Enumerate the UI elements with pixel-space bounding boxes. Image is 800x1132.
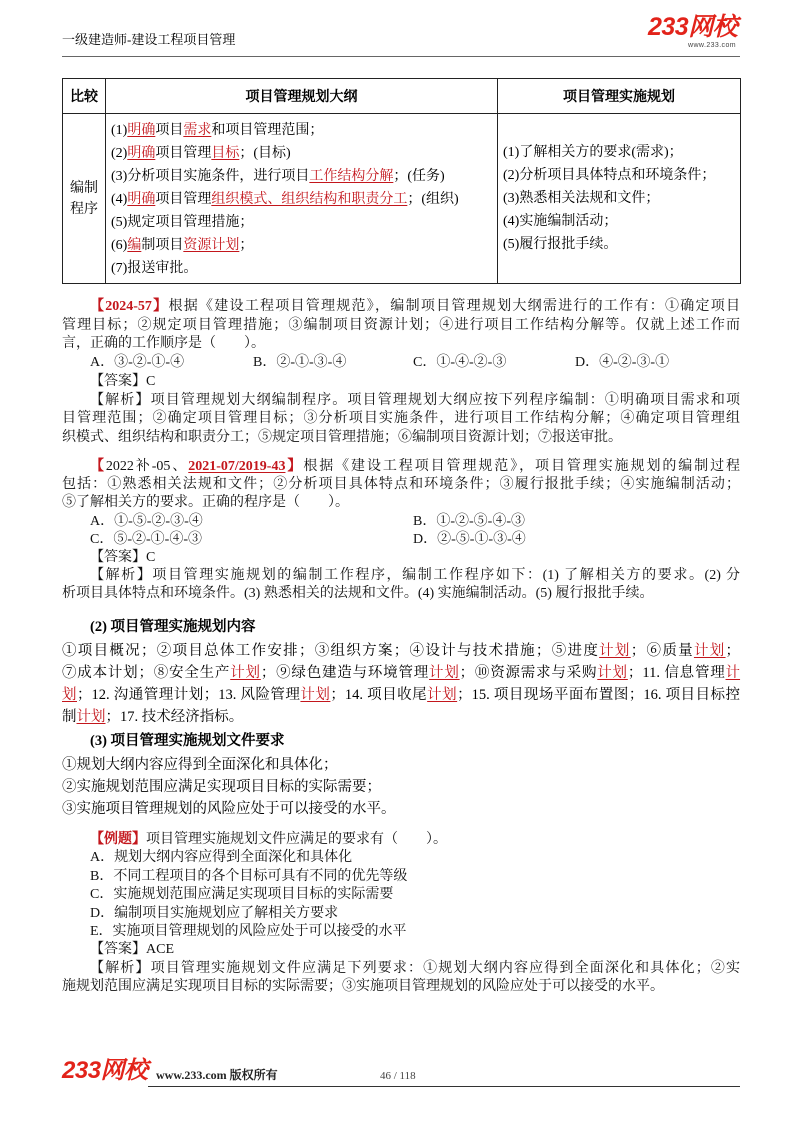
text-run: ；12. 沟通管理计划；13. 风险管理 [77, 687, 301, 703]
outline-step: (5)规定项目管理措施； [111, 215, 254, 230]
outline-step [111, 188, 497, 211]
text-run: ； [239, 238, 254, 253]
answer-analysis [62, 392, 740, 448]
outline-steps-cell [106, 114, 498, 284]
highlighted-term: 明确 [127, 192, 156, 207]
text-run: ；(任务) [393, 169, 445, 184]
requirement-item: ①规划大纲内容应得到全面深化和具体化； [62, 757, 338, 773]
answer-options [62, 354, 740, 373]
highlighted-term: 计划 [429, 665, 460, 681]
highlighted-term: 计划 [427, 687, 458, 703]
comparison-table [62, 78, 741, 284]
question-stem-line [62, 458, 740, 476]
implementation-step: (2)分析项目具体特点和环境条件； [503, 168, 716, 183]
highlighted-term: 计划 [597, 665, 628, 681]
answer-option: A．规划大纲内容应得到全面深化和具体化 [90, 850, 353, 866]
row-label-line: 编制 [70, 180, 98, 196]
footer-logo: 233网校 [62, 1057, 148, 1084]
analysis-line: 析项目具体特点和环境条件。(3) 熟悉相关的法规和文件。(4) 实施编制活动。(5) 履行报批手续。 [62, 586, 654, 602]
text-run: ⑦成本计划；⑧安全生产 [62, 665, 231, 681]
analysis-line: 施规划范围应满足实现项目目标的实际需要；③实施项目管理规划的风险应处于可以接受的水平。 [62, 979, 664, 995]
highlighted-term: 明确 [127, 123, 156, 138]
requirement-item: ②实施规划范围应满足实现项目目标的实际需要； [62, 779, 381, 795]
footer-divider [148, 1086, 740, 1087]
highlighted-term: 编 [127, 238, 142, 253]
highlighted-term: 计划 [300, 687, 331, 703]
text-run: (3)分析项目实施条件，进行项目 [111, 169, 310, 184]
section-heading-contents: (2) 项目管理实施规划内容 [90, 619, 256, 635]
text-run: ①项目概况；②项目总体工作安排；③组织方案；④设计与技术措施；⑤进度 [62, 643, 600, 659]
outline-step: (7)报送审批。 [111, 261, 198, 276]
answer-option: C．实施规划范围应满足实现项目目标的实际需要 [90, 887, 394, 903]
section-heading-requirements: (3) 项目管理实施规划文件要求 [90, 733, 285, 749]
outline-steps [111, 119, 497, 280]
analysis-line: 目管理范围；②确定项目管理目标；③分析项目实施条件，进行项目工作结构分解；④确定项目管理组 [62, 411, 740, 427]
text-run: 项目管理 [155, 192, 212, 207]
answer-option: C．⑤-②-①-④-③ [90, 531, 202, 547]
answer-options [62, 849, 740, 941]
highlighted-term: 【 [90, 459, 106, 474]
text-run: ；17. 技术经济指标。 [105, 709, 244, 725]
text-run: ；11. 信息管理 [627, 665, 726, 681]
answer-option: C．①-④-②-③ [413, 355, 507, 371]
outline-step [111, 234, 497, 257]
answer-options [62, 513, 740, 549]
highlighted-term: 】 [285, 459, 304, 474]
text-run: ；⑨绿色建造与环境管理 [260, 665, 430, 681]
implementation-step: (5)履行报批手续。 [503, 237, 618, 252]
highlighted-term: 【例题】 [90, 832, 146, 847]
answer-option: D．④-②-③-① [575, 355, 670, 371]
answer-option: B．①-②-⑤-④-③ [413, 513, 525, 529]
page-indicator: 46 / 118 [380, 1070, 416, 1082]
text-run: 制 [62, 709, 77, 725]
text-run: ； [725, 643, 741, 659]
implementation-step: (4)实施编制活动； [503, 214, 618, 229]
answer-option: A．③-②-①-④ [90, 355, 185, 371]
text-run: ；(组织) [407, 192, 459, 207]
highlighted-term: 需求 [183, 123, 212, 138]
text-run: 项目管理 [155, 146, 212, 161]
requirements-list [62, 754, 740, 820]
text-run: 制项目 [141, 238, 184, 253]
analysis-line: 【解析】项目管理规划大纲编制程序。项目管理规划大纲应按下列程序编制：①明确项目需求和项 [90, 392, 740, 408]
logo-site-url: www.233.com [688, 42, 736, 49]
highlighted-term: 计划 [693, 643, 726, 659]
text-run: 根据《建设工程项目管理规范》，项目管理实施规划的编制过程 [303, 459, 741, 474]
answer-analysis [62, 567, 740, 603]
contents-line [62, 706, 740, 728]
header-divider [62, 56, 740, 57]
answer-option: D．②-⑤-①-③-④ [413, 531, 526, 547]
highlighted-term: 2021-07/2019-43 [188, 459, 286, 474]
contents-list [62, 640, 740, 728]
question-stem [62, 831, 740, 849]
highlighted-term: 资源计划 [183, 238, 240, 253]
analysis-line: 织模式、组织结构和职责分工；⑤规定项目管理措施；⑥编制项目资源计划；⑦报送审批。 [62, 429, 622, 445]
requirement-item: ③实施项目管理规划的风险应处于可以接受的水平。 [62, 801, 396, 817]
highlighted-term: 计 [725, 665, 741, 681]
text-run: 项目 [155, 123, 184, 138]
question-stem [62, 458, 740, 513]
highlighted-term: 组织模式、组织结构和职责分工 [211, 192, 408, 207]
question-stem-line: 包括：①熟悉相关法规和文件；②分析项目具体特点和环境条件；③履行报批手续；④实施编制活动； [62, 477, 740, 493]
answer-option: B．②-①-③-④ [253, 355, 347, 371]
question-stem-line [62, 298, 740, 317]
implementation-steps [503, 141, 740, 256]
logo-wordmark: 233网校 [648, 13, 738, 41]
text-run: (1) [111, 123, 128, 138]
outline-step [111, 119, 497, 142]
site-logo [648, 13, 748, 50]
highlighted-term: 【2024-57】 [90, 299, 169, 314]
row-label-cell [63, 114, 106, 284]
text-run: 根据《建设工程项目管理规范》，编制项目管理规划大纲需进行的工作有：①确定项目 [168, 299, 740, 314]
answer-key: 【答案】C [90, 550, 156, 566]
text-run: 项目管理实施规划文件应满足的要求有（ ）。 [146, 832, 447, 847]
implementation-step: (3)熟悉相关法规和文件； [503, 191, 660, 206]
answer-key: 【答案】ACE [90, 942, 174, 958]
footer-copyright: www.233.com 版权所有 [156, 1068, 278, 1082]
text-run: ；(目标) [239, 146, 291, 161]
question-stem-line: 言，正确的工作顺序是（ ）。 [62, 336, 265, 352]
row-label-line: 程序 [70, 201, 98, 217]
highlighted-term: 目标 [211, 146, 240, 161]
answer-option: E．实施项目管理规划的风险应处于可以接受的水平 [90, 924, 407, 940]
text-run: ；⑥质量 [630, 643, 694, 659]
text-run: (6) [111, 238, 128, 253]
answer-key: 【答案】C [90, 373, 156, 389]
analysis-line: 【解析】项目管理实施规划文件应满足下列要求：①规划大纲内容应得到全面深化和具体化；②实 [90, 960, 740, 976]
analysis-line: 【解析】项目管理实施规划的编制工作程序，编制工作程序如下：(1) 了解相关方的要求。(2) 分 [90, 568, 740, 584]
question-stem-line: 管理目标；②规定项目管理措施；③编制项目资源计划；④进行项目工作结构分解等。仅就上述工作而 [62, 317, 740, 333]
text-run: 和项目管理范围； [211, 123, 324, 138]
highlighted-term: 计划 [599, 643, 631, 659]
highlighted-term: 工作结构分解 [309, 169, 394, 184]
answer-option: A．①-⑤-②-③-④ [90, 513, 203, 529]
answer-analysis [62, 960, 740, 997]
table-header-row [63, 79, 741, 114]
question-2024-57 [62, 298, 740, 448]
column-header-outline: 项目管理规划大纲 [106, 79, 498, 114]
text-run: ；15. 项目现场平面布置图；16. 项目目标控 [457, 687, 741, 703]
question-2021-07 [62, 458, 740, 604]
answer-option: B．不同工程项目的各个目标可具有不同的优先等级 [90, 868, 408, 884]
outline-step [111, 165, 497, 188]
highlighted-term: 划 [62, 687, 77, 703]
implementation-step: (1)了解相关方的要求(需求)； [503, 145, 683, 160]
question-stem-line [62, 831, 740, 849]
contents-line [62, 640, 740, 662]
highlighted-term: 明确 [127, 146, 156, 161]
question-stem-line: ⑤了解相关方的要求。正确的程序是（ ）。 [62, 495, 349, 511]
column-header-implementation: 项目管理实施规划 [498, 79, 741, 114]
contents-line [62, 684, 740, 706]
question-stem [62, 298, 740, 354]
header-title: 一级建造师-建设工程项目管理 [62, 32, 236, 47]
text-run: (2) [111, 146, 128, 161]
text-run: ；14. 项目收尾 [330, 687, 428, 703]
outline-step [111, 142, 497, 165]
highlighted-term: 计划 [230, 665, 261, 681]
table-row [63, 114, 741, 284]
text-run: ；⑩资源需求与采购 [459, 665, 598, 681]
highlighted-term: 计划 [76, 709, 106, 725]
answer-option: D．编制项目实施规划应了解相关方要求 [90, 905, 339, 921]
text-run: (4) [111, 192, 128, 207]
implementation-steps-cell [498, 114, 741, 284]
example-question [62, 831, 740, 997]
column-header-compare: 比较 [63, 79, 106, 114]
contents-line [62, 662, 740, 684]
text-run: 2022补-05、 [105, 459, 189, 474]
